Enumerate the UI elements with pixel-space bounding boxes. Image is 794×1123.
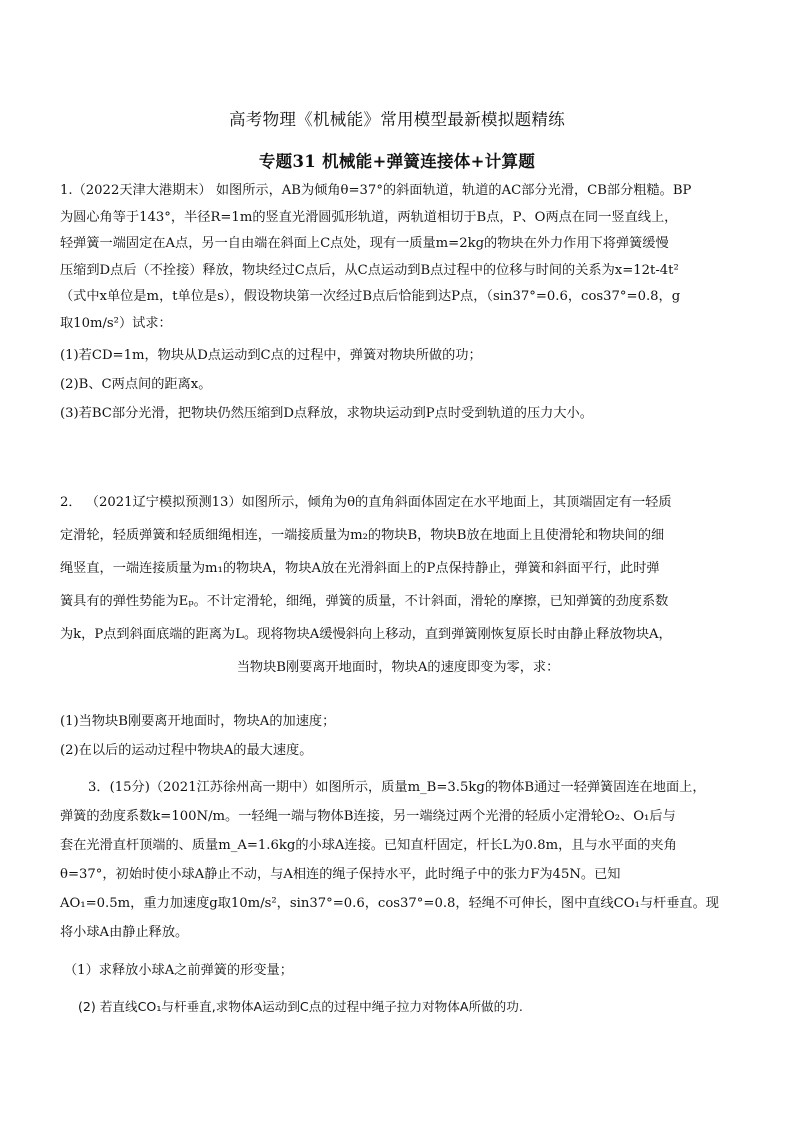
problem-2-question-2: (2)在以后的运动过程中物块A的最大速度。 bbox=[60, 743, 313, 758]
document-subtitle: 专题31 机械能+弹簧连接体+计算题 bbox=[258, 152, 536, 171]
document-title: 高考物理《机械能》常用模型最新模拟题精练 bbox=[229, 110, 565, 129]
problem-1-line-5: （式中x单位是m，t单位是s），假设物块第一次经过B点后恰能到达P点，（sin37°=0.6，cos37°=0.8，g bbox=[60, 289, 681, 304]
problem-1-line-2: 为圆心角等于143°，半径R=1m的竖直光滑圆弧形轨道，两轨道相切于B点，P、O两点在同一竖直线上， bbox=[60, 209, 678, 225]
problem-3-line-2: 弹簧的劲度系数k=100N/m。一轻绳一端与物体B连接，另一端绕过两个光滑的轻质小定滑轮O₂、O₁后与 bbox=[60, 809, 676, 824]
problem-2-centered-line: 当物块B刚要离开地面时，物块A的速度即变为零，求： bbox=[236, 660, 560, 675]
problem-1-line-3: 轻弹簧一端固定在A点，另一自由端在斜面上C点处，现有一质量m=2kg的物块在外力作用下将弹簧缓慢 bbox=[60, 236, 669, 251]
problem-3-question-1: （1）求释放小球A之前弹簧的形变量； bbox=[64, 963, 293, 978]
problem-1-question-1: (1)若CD=1m，物块从D点运动到C点的过程中，弹簧对物块所做的功； bbox=[60, 348, 482, 363]
problem-3-line-3: 套在光滑直杆顶端的、质量m_A=1.6kg的小球A连接。已知直杆固定，杆长L为0.8m，且与水平面的夹角 bbox=[60, 838, 677, 853]
problem-2-question-1: (1)当物块B刚要离开地面时，物块A的加速度； bbox=[60, 714, 336, 729]
problem-2-line-2: 定滑轮，轻质弹簧和轻质细绳相连，一端接质量为m₂的物块B，物块B放在地面上且使滑轮和物块间的细 bbox=[60, 528, 665, 543]
problem-3-line-5: AO₁=0.5m，重力加速度g取10m/s²，sin37°=0.6，cos37°=0.8，轻绳不可伸长，图中直线CO₁与杆垂直。现 bbox=[60, 896, 719, 911]
problem-3-line-1: 3．(15分)（2021江苏徐州高一期中）如图所示，质量m_B=3.5kg的物体B通过一轻弹簧固连在地面上， bbox=[88, 780, 706, 795]
problem-2-line-4: 簧具有的弹性势能为Eₚ。不计定滑轮，细绳，弹簧的质量，不计斜面，滑轮的摩擦，已知弹簧的劲度系数 bbox=[60, 594, 669, 609]
problem-2-line-3: 绳竖直，一端连接质量为m₁的物块A，物块A放在光滑斜面上的P点保持静止，弹簧和斜面平行，此时弹 bbox=[60, 561, 660, 576]
problem-2-line-1: 2． （2021辽宁模拟预测13）如图所示，倾角为θ的直角斜面体固定在水平地面上，其顶端固定有一轻质 bbox=[60, 495, 672, 510]
problem-3-question-2: (2) 若直线CO₁与杆垂直,求物体A运动到C点的过程中绳子拉力对物体A所做的功. bbox=[78, 999, 523, 1014]
problem-3-line-6: 将小球A由静止释放。 bbox=[60, 925, 189, 940]
problem-1-line-6: 取10m/s²）试求： bbox=[60, 315, 172, 331]
problem-1-line-1: 1.（2022天津大港期末） 如图所示，AB为倾角θ=37°的斜面轨道，轨道的AC部分光滑，CB部分粗糙。BP bbox=[60, 183, 692, 198]
problem-1-question-3: (3)若BC部分光滑，把物块仍然压缩到D点释放，求物块运动到P点时受到轨道的压力大小。 bbox=[60, 406, 593, 421]
problem-1-question-2: (2)B、C两点间的距离x。 bbox=[60, 377, 212, 392]
problem-1-line-4: 压缩到D点后（不拴接）释放，物块经过C点后，从C点运动到B点过程中的位移与时间的关系为x=12t-4t² bbox=[60, 262, 679, 278]
problem-2-line-5: 为k，P点到斜面底端的距离为L。现将物块A缓慢斜向上移动，直到弹簧刚恢复原长时由静止释放物块A， bbox=[60, 627, 672, 642]
problem-3-line-4: θ=37°，初始时使小球A静止不动，与A相连的绳子保持水平，此时绳子中的张力F为45N。已知 bbox=[60, 867, 621, 882]
